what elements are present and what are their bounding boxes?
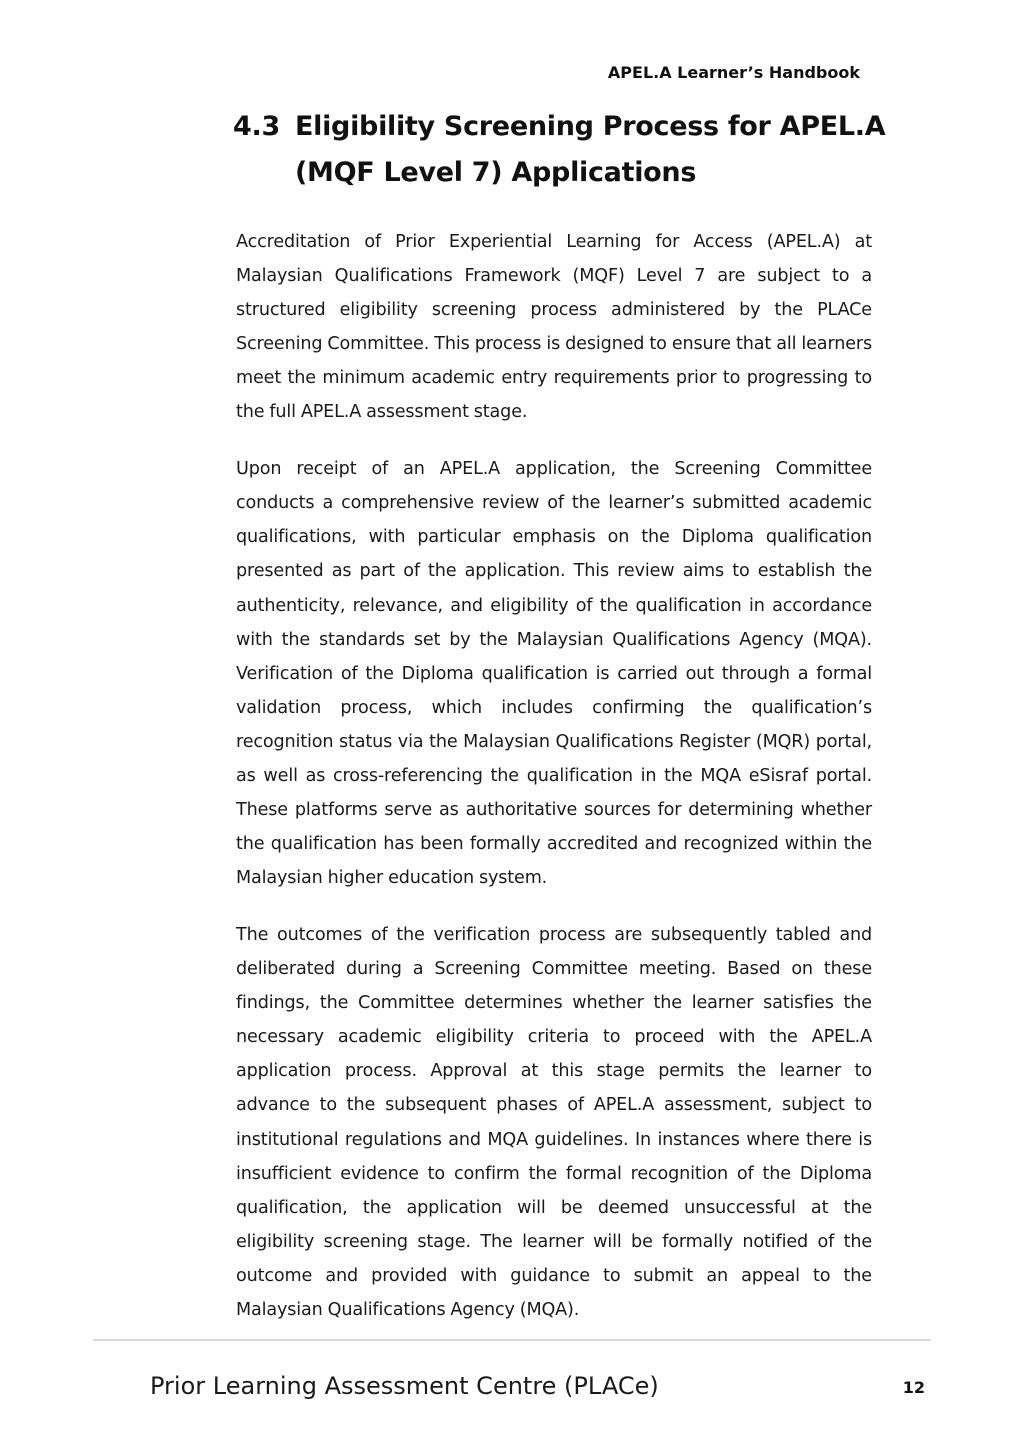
footer-divider (93, 1339, 931, 1341)
section-title-line-2: (MQF Level 7) Applications (295, 157, 697, 188)
page-number: 12 (902, 1378, 925, 1397)
section-heading (233, 104, 913, 196)
paragraph-1: Accreditation of Prior Experiential Learning for Access (APEL.A) at Malaysian Qualifications Framework (MQF) Level 7 are subject to a structured eligibility screening process administered by the PLACe Screening Committee. This process is designed to ensure that all learners meet the minimum academic entry requirements prior to progressing to the full APEL.A assessment stage. (236, 232, 872, 423)
section-heading-line-1 (233, 104, 913, 150)
paragraph-3: The outcomes of the verification process are subsequently tabled and deliberated during a Screening Committee meeting. Based on these findings, the Committee determines whether the learner satisfies the necessary academic eligibility criteria to proceed with the APEL.A application process. Approval at this stage permits the learner to advance to the subsequent phases of APEL.A assessment, subject to institutional regulations and MQA guidelines. In instances where there is insufficient evidence to confirm the formal recognition of the Diploma qualification, the application will be deemed unsuccessful at the eligibility screening stage. The learner will be formally notified of the outcome and provided with guidance to submit an appeal to the Malaysian Qualifications Agency (MQA). (236, 924, 872, 1320)
footer-organization: Prior Learning Assessment Centre (PLACe) (150, 1372, 659, 1400)
paragraph-2: Upon receipt of an APEL.A application, the Screening Committee conducts a comprehensive review of the learner’s submitted academic qualifications, with particular emphasis on the Diploma qualification presented as part of the application. This review aims to establish the authenticity, relevance, and eligibility of the qualification in accordance with the standards set by the Malaysian Qualifications Agency (MQA). Verification of the Diploma qualification is carried out through a formal validation process, which includes confirming the qualification’s recognition status via the Malaysian Qualifications Register (MQR) portal, as well as cross-referencing the qualification in the MQA eSisraf portal. These platforms serve as authoritative sources for determining whether the qualification has been formally accredited and recognized within the Malaysian higher education system. (236, 459, 872, 889)
running-header: APEL.A Learner’s Handbook (607, 63, 860, 82)
section-title-line-1: Eligibility Screening Process for APEL.A (295, 111, 886, 142)
section-number: 4.3 (233, 111, 280, 142)
body-text (236, 225, 872, 1350)
